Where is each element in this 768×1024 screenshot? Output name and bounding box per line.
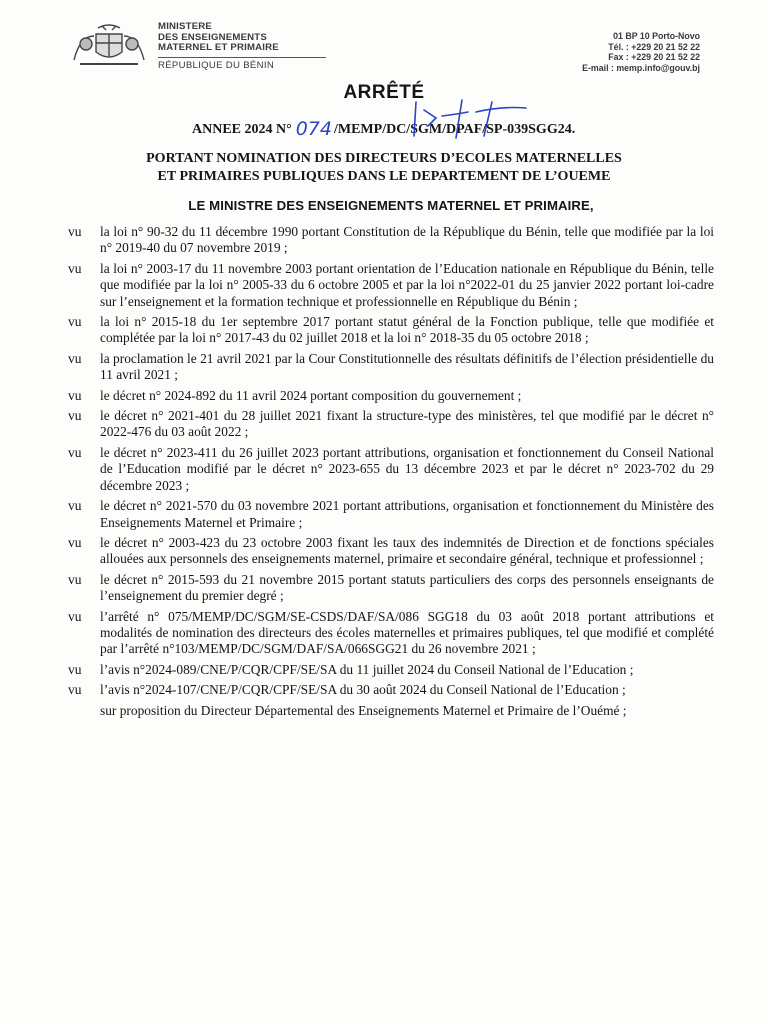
vu-marker: vu bbox=[68, 534, 82, 550]
consideration-text: la proclamation le 21 avril 2021 par la Cour Constitutionnelle des résultats définitifs de l’élection présidentielle du 11 avril 2021 ; bbox=[100, 350, 714, 383]
consideration-text: l’avis n°2024-107/CNE/P/CQR/CPF/SE/SA du 30 août 2024 du Conseil National de l’Education ; bbox=[100, 682, 626, 698]
consideration-text: sur proposition du Directeur Départemental des Enseignements Maternel et Primaire de l’Ouémé ; bbox=[100, 702, 627, 718]
handwritten-initials-scribble bbox=[372, 96, 572, 140]
ministry-block bbox=[158, 22, 326, 71]
contact-block bbox=[582, 31, 700, 73]
benin-coat-of-arms-icon bbox=[66, 22, 152, 72]
consideration-text: la loi n° 2015-18 du 1er septembre 2017 portant statut général de la Fonction publique, telle que modifiée et complétée par la loi n° 2017-43 du 02 juillet 2018 et la loi n° 2018-35 du 05 octobre 2018 ; bbox=[100, 314, 714, 346]
consideration-text: le décret n° 2021-570 du 03 novembre 2021 portant attributions, organisation et fonctionnement du Ministère des Enseignements Maternel et Primaire ; bbox=[100, 498, 714, 530]
decree-number-suffix: /MEMP/DC/SGM/DPAF/SP-039SGG24. bbox=[333, 122, 576, 137]
consideration-item bbox=[0, 498, 768, 531]
handwritten-number: 074 bbox=[295, 118, 332, 140]
consideration-text: le décret n° 2003-423 du 23 octobre 2003 fixant les taux des indemnités de Direction et de fonctions spéciales allouées aux personnels des enseignements maternel, primaire et secondaire général, technique et professionnel ; bbox=[100, 534, 714, 567]
consideration-item bbox=[0, 314, 768, 347]
vu-marker: vu bbox=[68, 608, 82, 624]
decree-subject bbox=[0, 150, 768, 186]
consideration-item bbox=[0, 408, 768, 441]
consideration-item bbox=[0, 261, 768, 310]
republic-name: RÉPUBLIQUE DU BÉNIN bbox=[158, 59, 275, 71]
subject-line: PORTANT NOMINATION DES DIRECTEURS D’ECOLES MATERNELLES bbox=[146, 151, 622, 166]
vu-marker: vu bbox=[68, 444, 82, 460]
ministry-line: MATERNEL ET PRIMAIRE bbox=[158, 42, 279, 54]
considerations-list bbox=[0, 224, 768, 723]
consideration-item bbox=[0, 662, 768, 678]
consideration-item bbox=[0, 535, 768, 568]
consideration-item bbox=[0, 572, 768, 605]
consideration-text: l’arrêté n° 075/MEMP/DC/SGM/SE-CSDS/DAF/SA/086 SGG18 du 03 août 2018 portant attributions et modalités de nomination des directeurs des écoles maternelles et primaires publiques, tel que modifié et complété par l’arrêté n°103/MEMP/DC/SGM/DAF/SA/066SGG21 du 26 novembre 2021 ; bbox=[100, 608, 714, 657]
vu-marker: vu bbox=[68, 408, 82, 424]
fax: Fax : +229 20 21 52 22 bbox=[608, 52, 700, 63]
postal-address: 01 BP 10 Porto-Novo bbox=[613, 31, 700, 41]
consideration-item bbox=[0, 351, 768, 384]
consideration-text: l’avis n°2024-089/CNE/P/CQR/CPF/SE/SA du 11 juillet 2024 du Conseil National de l’Education ; bbox=[100, 661, 634, 677]
consideration-item bbox=[0, 703, 768, 719]
header-divider bbox=[158, 57, 326, 58]
consideration-text: le décret n° 2023-411 du 26 juillet 2023 portant attributions, organisation et fonctionnement du Conseil National de l’Education modifié par le décret n° 2023-655 du 13 décembre 2023 et par le décret n° 2023-702 du 29 décembre 2023 ; bbox=[100, 444, 714, 493]
consideration-item bbox=[0, 682, 768, 698]
vu-marker: vu bbox=[68, 661, 82, 677]
vu-marker: vu bbox=[68, 498, 82, 514]
consideration-item bbox=[0, 609, 768, 658]
subject-line: ET PRIMAIRES PUBLIQUES DANS LE DEPARTEMENT DE L’OUEME bbox=[157, 169, 611, 184]
consideration-text: le décret n° 2015-593 du 21 novembre 2015 portant statuts particuliers des corps des personnels enseignants de l’enseignement du premier degré ; bbox=[100, 571, 714, 604]
email: E-mail : memp.info@gouv.bj bbox=[582, 62, 700, 73]
ministry-line: DES ENSEIGNEMENTS bbox=[158, 31, 267, 43]
vu-marker: vu bbox=[68, 260, 82, 276]
consideration-text: la loi n° 2003-17 du 11 novembre 2003 portant orientation de l’Education nationale en République du Bénin, telle que modifiée par la loi n° 2005-33 du 6 octobre 2005 et par la loi n°2022-01 du 25 janvier 2022 portant loi-cadre sur l’enseignement et la formation technique et professionnelle en République du Bénin ; bbox=[100, 260, 714, 309]
telephone: Tél. : +229 20 21 52 22 bbox=[608, 41, 700, 52]
vu-marker: vu bbox=[68, 314, 82, 330]
vu-marker: vu bbox=[68, 387, 82, 403]
vu-marker: vu bbox=[68, 224, 82, 239]
consideration-item bbox=[0, 445, 768, 494]
consideration-text: le décret n° 2021-401 du 28 juillet 2021 fixant la structure-type des ministères, tel que modifié par le décret n° 2022-476 du 03 août 2022 ; bbox=[100, 408, 714, 440]
consideration-item bbox=[0, 224, 768, 257]
issuing-authority: LE MINISTRE DES ENSEIGNEMENTS MATERNEL ET PRIMAIRE, bbox=[188, 198, 594, 213]
decree-number-prefix: ANNEE 2024 N° bbox=[192, 122, 292, 137]
vu-marker: vu bbox=[68, 350, 82, 366]
consideration-text: le décret n° 2024-892 du 11 avril 2024 portant composition du gouvernement ; bbox=[100, 387, 522, 403]
consideration-text: la loi n° 90-32 du 11 décembre 1990 portant Constitution de la République du Bénin, telle que modifiée par la loi n° 2019-40 du 07 novembre 2019 ; bbox=[100, 224, 714, 256]
vu-marker: vu bbox=[68, 571, 82, 587]
consideration-item bbox=[0, 388, 768, 404]
ministry-line: MINISTERE bbox=[158, 21, 213, 32]
document-type-title: ARRÊTÉ bbox=[343, 82, 425, 103]
vu-marker: vu bbox=[68, 682, 82, 698]
